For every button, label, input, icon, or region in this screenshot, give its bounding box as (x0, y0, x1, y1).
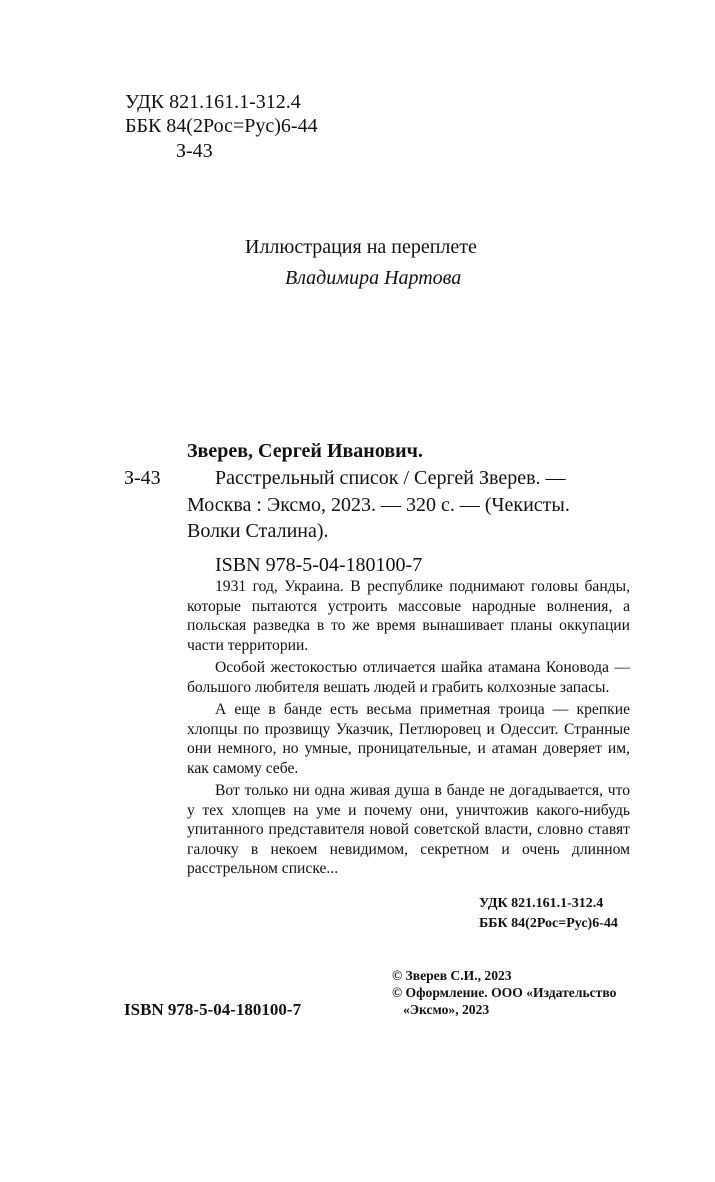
bbk-code: ББК 84(2Рос=Рус)6-44 (125, 115, 318, 137)
copyright-design-continued: «Эксмо», 2023 (403, 1002, 490, 1017)
illustrator-name: Владимира Нартова (285, 267, 462, 289)
footer-isbn: ISBN 978-5-04-180100-7 (124, 1000, 302, 1019)
record-author: Зверев, Сергей Иванович. (187, 440, 423, 462)
record-isbn: ISBN 978-5-04-180100-7 (215, 554, 423, 576)
author-sign: З-43 (176, 140, 213, 162)
annotation-paragraph: А еще в банде есть весьма приметная троица — крепкие хлопцы по прозвищу Указчик, Петлюровец и Одессит. Странные они немного, но умные, проницательные, и атаман доверяет им, как самому себе. (187, 701, 630, 777)
copyright-block (392, 967, 637, 1018)
copyright-design: © Оформление. ООО «Издательство (392, 985, 617, 1000)
footer-bbk: ББК 84(2Рос=Рус)6-44 (479, 916, 618, 931)
record-title-line: Расстрельный список / Сергей Зверев. — (215, 467, 566, 489)
annotation-paragraph: Вот только ни одна живая душа в банде не догадывается, что у тех хлопцев на уме и почему они, уничтожив какого-нибудь упитанного представителя новой советской власти, словно ставят галочку в некоем невидимом, секретном и очень длинном расстрельном списке... (187, 782, 630, 877)
illustration-caption: Иллюстрация на переплете (245, 236, 477, 258)
annotation-paragraph: Особой жестокостью отличается шайка атамана Коновода — большого любителя вешать людей и грабить колхозные запасы. (187, 659, 630, 696)
record-publisher-line: Москва : Эксмо, 2023. — 320 с. — (Чекисты. (187, 494, 570, 516)
annotation-paragraph: 1931 год, Украина. В республике поднимают головы банды, которые пытаются устроить массовые народные волнения, а польская разведка в то же время вынашивает планы оккупации части территории. (187, 578, 630, 654)
udk-code: УДК 821.161.1-312.4 (125, 91, 301, 113)
annotation (187, 577, 630, 882)
record-series-line: Волки Сталина). (187, 520, 329, 542)
footer-udk: УДК 821.161.1-312.4 (479, 896, 604, 911)
copyright-author: © Зверев С.И., 2023 (392, 968, 512, 983)
record-author-sign: З-43 (124, 467, 161, 489)
